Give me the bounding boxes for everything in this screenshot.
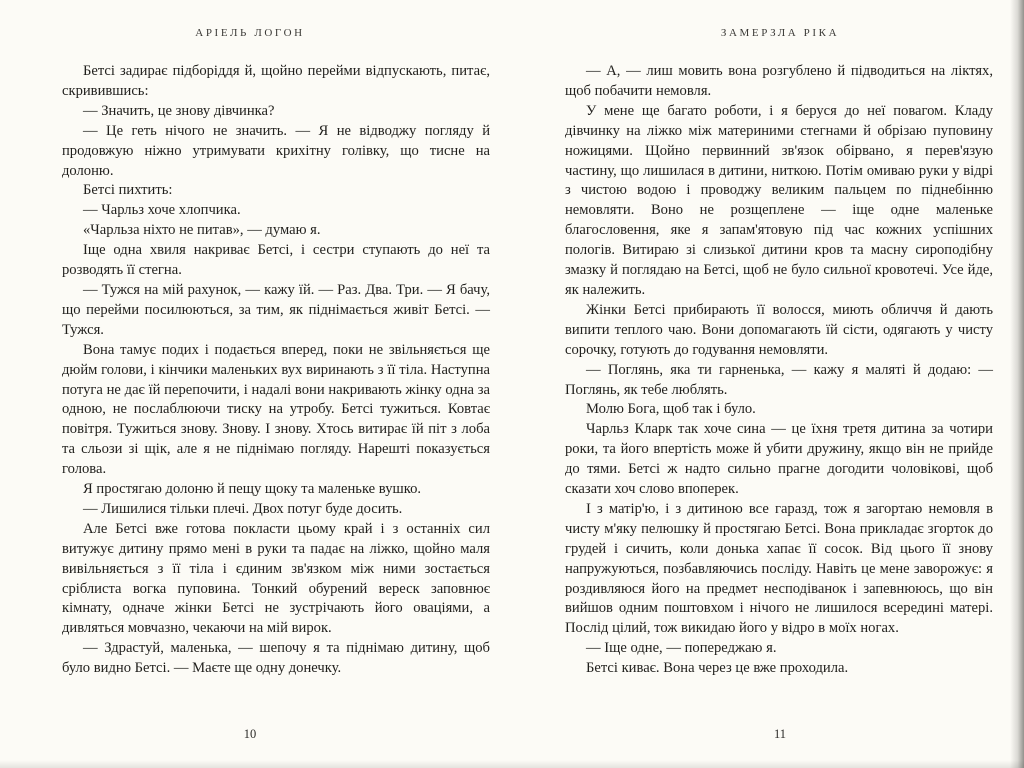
page-number-left: 10 bbox=[243, 727, 257, 741]
paragraph: Бетсі задирає підборіддя й, щойно перейми відпускають, питає, скривившись: bbox=[62, 63, 490, 99]
paragraph: — Іще одне, — попереджаю я. bbox=[586, 640, 777, 657]
paragraph: Жінки Бетсі прибирають її волосся, миють обличчя й дають випити теплого чаю. Вони допомагають їй сісти, одягають у чисту сорочку, готують до годування немовляти. bbox=[565, 301, 993, 358]
paragraph: У мене ще багато роботи, і я беруся до неї повагом. Кладу дівчинку на ліжко між материними стегнами й обрізаю пуповину ножицями. Щойно первинний зв'язок обірвано, я перев'язую частину, що лишилася в дитини, ниткою. Потім омиваю руки у відрі з чистою водою і проводжу великим пальцем по піднебінню немовляти. Воно не розщеплене — іще одне маленьке благословення, яке я запам'ятовую під час кожних успішних пологів. Витираю зі слизької дитини кров та масну сироподібну змазку й поглядаю на Бетсі, щоб не було сильної кровотечі. Усе йде, як належить. bbox=[565, 102, 993, 298]
paragraph: Молю Бога, щоб так і було. bbox=[586, 401, 756, 418]
running-head-title: ЗАМЕРЗЛА РІКА bbox=[720, 27, 840, 39]
paragraph: — Чарльз хоче хлопчика. bbox=[83, 202, 241, 219]
paragraph: Іще одна хвиля накриває Бетсі, і сестри ступають до неї та розводять її стегна. bbox=[62, 242, 490, 279]
paragraph: — Тужся на мій рахунок, — кажу їй. — Раз. Два. Три. — Я бачу, що перейми посилюються, за тим, як піднімається живіт Бетсі. — Тужся. bbox=[62, 281, 490, 338]
paragraph: — Це геть нічого не значить. — Я не відводжу погляду й продовжую ніжно утримувати крихітну голівку, що тисне на долоню. bbox=[62, 122, 490, 179]
page-number-right: 11 bbox=[773, 727, 787, 741]
paragraph: — Лишилися тільки плечі. Двох потуг буде досить. bbox=[83, 500, 403, 517]
paragraph: І з матір'ю, і з дитиною все гаразд, тож я загортаю немовля в чисту м'яку пелюшку й простягаю Бетсі. Вона прикладає згорток до грудей і сичить, коли донька хапає її сосок. Від цього її знову напружуються, позбавляючись посліду. Навіть це мене заворожує: я роздивляюся його на предмет несподіванок і запевнююсь, що він вийшов одним поштовхом і нічого не лишилося всередині матері. Послід цілий, тож викидаю його у відро в моїх ногах. bbox=[565, 500, 993, 637]
page-right bbox=[512, 0, 1024, 768]
paragraph: — Поглянь, яка ти гарненька, — кажу я маляті й додаю: — Поглянь, як тебе люблять. bbox=[565, 361, 993, 398]
paragraph: — Значить, це знову дівчинка? bbox=[83, 102, 275, 119]
page-text-left bbox=[62, 62, 490, 679]
paragraph: Я простягаю долоню й пещу щоку та маленьке вушко. bbox=[83, 481, 422, 498]
paragraph: Бетсі пихтить: bbox=[83, 182, 173, 199]
paragraph: Але Бетсі вже готова покласти цьому край і з останніх сил витужує дитину прямо мені в руки та падає на ліжко, щойно маля вивільняється з її тіла і єдиним зв'язком між ними зостається сріблиста вогка пуповина. Тонкий обурений вереск заповнює кімнату, одначе жінки Бетсі не зустрічають його оваціями, а дивляться мовчазно, чекаючи на мій вирок. bbox=[62, 520, 490, 637]
paragraph: Бетсі киває. Вона через це вже проходила. bbox=[586, 660, 849, 677]
paragraph: — Здрастуй, маленька, — шепочу я та піднімаю дитину, щоб було видно Бетсі. — Маєте ще одну донечку. bbox=[62, 640, 490, 677]
running-head-author: АРІЕЛЬ ЛОГОН bbox=[195, 27, 305, 39]
page-text-right bbox=[565, 62, 993, 679]
paragraph: — А, — лиш мовить вона розгублено й підводиться на ліктях, щоб побачити немовля. bbox=[565, 63, 993, 99]
paragraph: Чарльз Кларк так хоче сина — це їхня третя дитина за чотири роки, та його впертість може й убити дружину, якщо він не прийде до тями. Бетсі ж надто сильно прагне догодити чоловікові, щоб сказати хоч слово впоперек. bbox=[565, 421, 993, 498]
paragraph: Вона тамує подих і подається вперед, поки не звільняється ще дюйм голови, і кінчики маленьких вух виринають з її тіла. Наступна потуга не дає їй перепочити, і надалі вони накривають жінку одна за одною, не послаблюючи тиску на утробу. Бетсі тужиться. Ковтає повітря. Тужиться знову. Знову. І знову. Хтось витирає їй піт з лоба та сльози зі щік, але я не піднімаю погляду. Нарешті показується голова. bbox=[62, 341, 490, 478]
paragraph: «Чарльза ніхто не питав», — думаю я. bbox=[83, 222, 321, 239]
